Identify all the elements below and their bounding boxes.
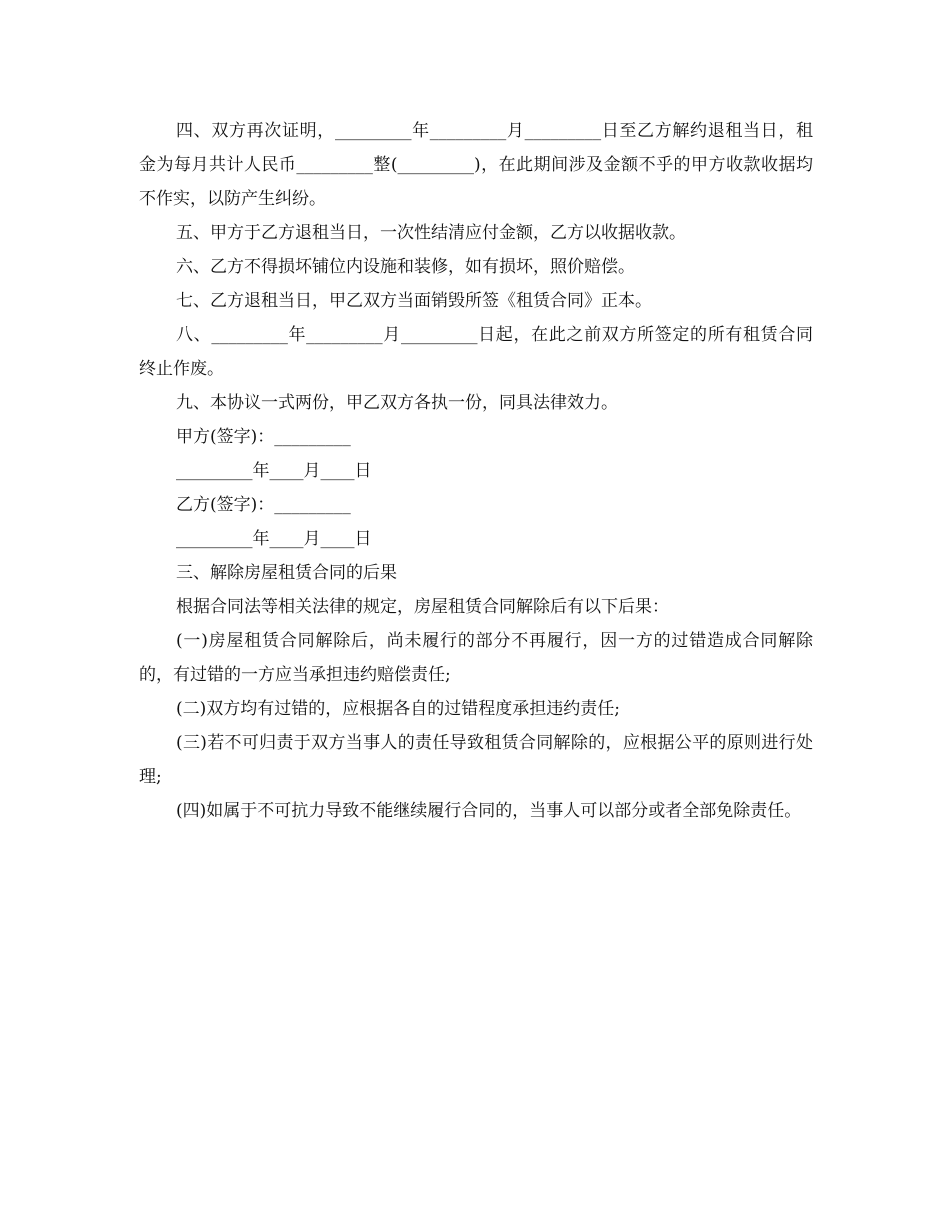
- clause-eight: 八、_________年_________月_________日起，在此之前双方所签定的所有租赁合同终止作废。: [139, 325, 813, 379]
- party-b-signature: 乙方(签字)：_________: [176, 495, 351, 515]
- clause-five: 五、甲方于乙方退租当日，一次性结清应付金额，乙方以收据收款。: [176, 223, 686, 243]
- party-a-date: _________年____月____日: [176, 461, 372, 481]
- consequence-one: (一)房屋租赁合同解除后，尚未履行的部分不再履行，因一方的过错造成合同解除的，有过错的一方应当承担违约赔偿责任;: [139, 631, 813, 685]
- section-heading: 三、解除房屋租赁合同的后果: [176, 563, 397, 583]
- party-a-signature: 甲方(签字)：_________: [176, 427, 351, 447]
- consequence-three: (三)若不可归责于双方当事人的责任导致租赁合同解除的，应根据公平的原则进行处理;: [139, 733, 813, 787]
- party-b-date: _________年____月____日: [176, 529, 372, 549]
- consequence-four: (四)如属于不可抗力导致不能继续履行合同的，当事人可以部分或者全部免除责任。: [176, 801, 802, 821]
- document-body: [139, 114, 813, 828]
- consequences-intro: 根据合同法等相关法律的规定，房屋租赁合同解除后有以下后果：: [176, 597, 669, 617]
- clause-four: 四、双方再次证明，_________年_________月_________日至乙方解约退租当日，租金为每月共计人民币_________整(_________)，在此期间涉及金额不乎的甲方收款收据均不作实，以防产生纠纷。: [139, 121, 813, 209]
- clause-nine: 九、本协议一式两份，甲乙双方各执一份，同具法律效力。: [176, 393, 618, 413]
- consequence-two: (二)双方均有过错的，应根据各自的过错程度承担违约责任;: [176, 699, 620, 719]
- clause-six: 六、乙方不得损坏铺位内设施和装修，如有损坏，照价赔偿。: [176, 257, 635, 277]
- clause-seven: 七、乙方退租当日，甲乙双方当面销毁所签《租赁合同》正本。: [176, 291, 652, 311]
